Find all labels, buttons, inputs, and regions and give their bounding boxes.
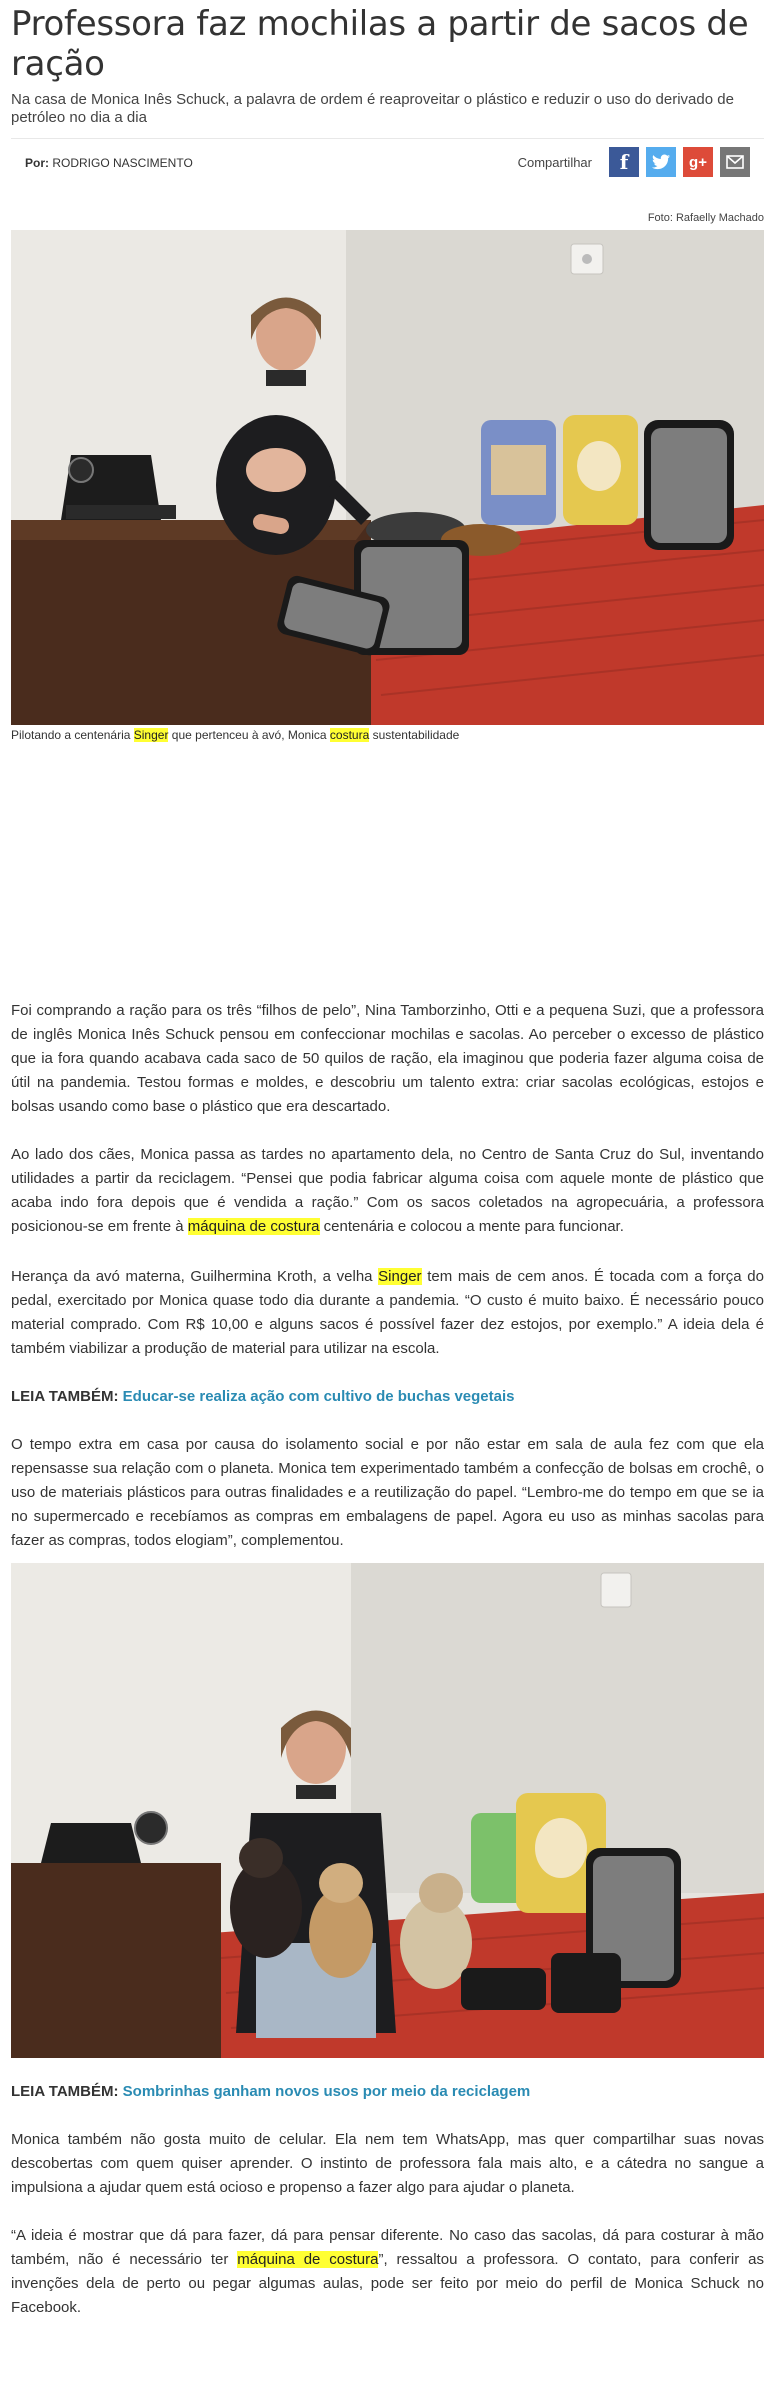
- photo-caption: [11, 727, 764, 743]
- byline-bar: [11, 138, 764, 195]
- ad-placeholder: [11, 743, 764, 999]
- photo-sewing-illustration: [11, 230, 764, 725]
- photo-dogs-illustration: [11, 1563, 764, 2058]
- facebook-share-button[interactable]: [609, 147, 639, 177]
- twitter-share-button[interactable]: [646, 147, 676, 177]
- facebook-icon: f: [619, 150, 629, 174]
- read-also-label-2: LEIA TAMBÉM:: [11, 2083, 119, 2100]
- twitter-icon: [652, 154, 670, 170]
- paragraph-2: [11, 1143, 764, 1239]
- article-title: Professora faz mochilas a partir de sacos de ração: [11, 4, 749, 84]
- article-photo-dogs[interactable]: [11, 1563, 764, 2058]
- email-share-button[interactable]: [720, 147, 750, 177]
- read-also-link-buchas[interactable]: Educar-se realiza ação com cultivo de buchas vegetais: [122, 1388, 515, 1405]
- caption-highlight-singer[interactable]: Singer: [133, 728, 169, 742]
- read-also-label: LEIA TAMBÉM:: [11, 1388, 119, 1405]
- byline-label: Por:: [25, 156, 49, 170]
- paragraph-3-text-b: tem mais de cem anos. É tocada com a força do pedal, exercitado por Monica quase todo dia durante a pandemia. “O custo é muito baixo. É necessário pouco material comprado. Com R$ 10,00 e alguns sacos é possível fazer dez estojos, por exemplo.” A ideia dela é também viabilizar a produção de material para utilizar na escola.: [11, 1268, 764, 1357]
- photo-credit: Foto: Rafaelly Machado: [647, 212, 764, 224]
- paragraph-2-text-a: Ao lado dos cães, Monica passa as tardes no apartamento dela, no Centro de Santa Cruz do Sul, inventando utilidades a partir da reciclagem. “Pensei que podia fabricar alguma coisa com aquele monte de plástico que acaba indo fora depois que é vendida a ração.” Com os sacos coletados na agropecuária, a professora posicionou-se em frente à: [11, 1146, 764, 1235]
- read-also-1: [11, 1385, 764, 1409]
- author-name[interactable]: RODRIGO NASCIMENTO: [52, 156, 193, 170]
- read-also-link-sombrinhas[interactable]: Sombrinhas ganham novos usos por meio da reciclagem: [122, 2083, 531, 2100]
- caption-highlight-costura[interactable]: costura: [329, 728, 370, 742]
- paragraph-1: Foi comprando a ração para os três “filhos de pelo”, Nina Tamborzinho, Otti e a pequena Suzi, que a professora de inglês Monica Inês Schuck pensou em confeccionar mochilas e sacolas. Ao perceber o excesso de plástico que ia fora quando acabava cada saco de 50 quilos de ração, ela imaginou que poderia fazer alguma coisa de útil na pandemia. Testou formas e moldes, e descobriu um talento extra: criar sacolas ecológicas, estojos e bolsas usando como base o plástico que era descartado.: [11, 1002, 764, 1115]
- article-subtitle: Na casa de Monica Inês Schuck, a palavra de ordem é reaproveitar o plástico e reduzir o uso do derivado de petróleo no dia a dia: [11, 91, 734, 126]
- googleplus-share-button[interactable]: [683, 147, 713, 177]
- byline: [25, 156, 193, 170]
- caption-text-3: sustentabilidade: [369, 728, 460, 742]
- paragraph-5: Monica também não gosta muito de celular. Ela nem tem WhatsApp, mas quer compartilhar suas novas descobertas com quem quiser aprender. O instinto de professora fala mais alto, e a cátedra no sangue a impulsiona a ajudar quem está ocioso e propenso a fazer algo para ajudar o planeta.: [11, 2131, 764, 2196]
- paragraph-3-text-a: Herança da avó materna, Guilhermina Kroth, a velha: [11, 1268, 379, 1285]
- read-also-2: [11, 2080, 764, 2104]
- article-photo-sewing[interactable]: [11, 230, 764, 725]
- highlight-singer[interactable]: Singer: [378, 1268, 422, 1285]
- share-label: Compartilhar: [517, 154, 592, 170]
- article-body-continued: [11, 2080, 764, 2320]
- caption-text-1: Pilotando a centenária: [11, 728, 134, 742]
- paragraph-2-text-b: centenária e colocou a mente para funcionar.: [319, 1218, 624, 1235]
- highlight-maquina-costura-2[interactable]: máquina de costura: [237, 2251, 379, 2268]
- email-icon: [726, 155, 744, 169]
- share-bar: [518, 147, 750, 177]
- paragraph-6-text-a: “A ideia é mostrar que dá para fazer, dá para pensar diferente. No caso das sacolas, dá para costurar à mão também, não é necessário ter: [11, 2227, 764, 2268]
- article-body: [11, 999, 764, 1553]
- paragraph-6: [11, 2224, 764, 2320]
- caption-text-2: que pertenceu à avó, Monica: [168, 728, 330, 742]
- googleplus-icon: g+: [689, 153, 707, 171]
- paragraph-3: [11, 1265, 764, 1361]
- highlight-maquina-costura[interactable]: máquina de costura: [187, 1218, 320, 1235]
- paragraph-4: O tempo extra em casa por causa do isolamento social e por não estar em sala de aula fez com que ela repensasse sua relação com o planeta. Monica tem experimentado também a confecção de bolsas em crochê, o uso de materiais plásticos para outras finalidades e a reutilização do papel. “Lembro-me do tempo em que se ia no supermercado e recebíamos as compras em embalagens de papel. Agora eu uso as minhas sacolas para fazer as compras, todos elogiam”, complementou.: [11, 1436, 764, 1549]
- paragraph-6-text-b: ”, ressaltou a professora. O contato, para conferir as invenções dela de perto ou pegar algumas aulas, pode ser feito por meio do perfil de Monica Schuck no Facebook.: [11, 2251, 765, 2316]
